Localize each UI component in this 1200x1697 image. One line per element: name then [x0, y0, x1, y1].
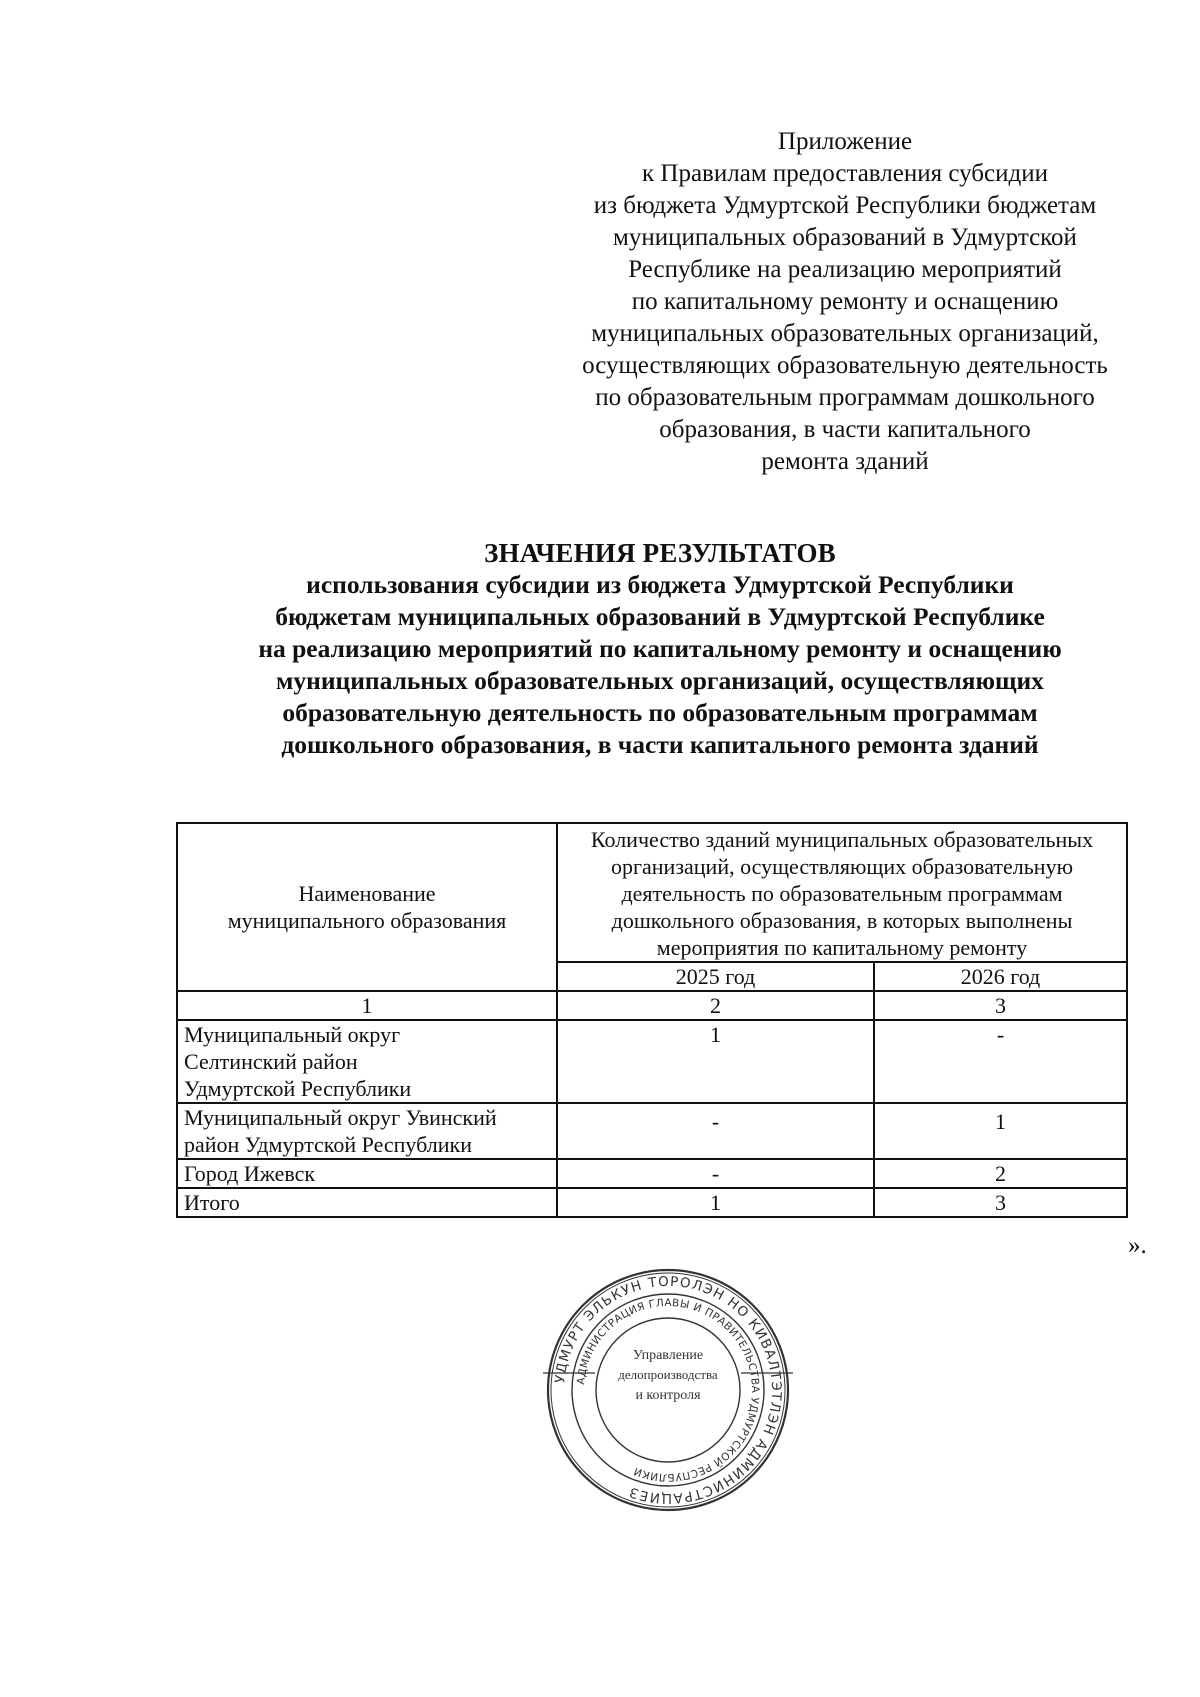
title-main: ЗНАЧЕНИЯ РЕЗУЛЬТАТОВ	[484, 538, 836, 568]
value-2025: -	[557, 1103, 874, 1159]
stamp-center-line: делопроизводства	[618, 1367, 718, 1382]
appendix-line: Республике на реализацию мероприятий	[628, 256, 1062, 283]
value-2025: 1	[557, 1020, 874, 1103]
stamp-center-line: и контроля	[635, 1388, 701, 1403]
column-number: 3	[874, 991, 1127, 1020]
value-2026: 2	[874, 1159, 1127, 1188]
stamp-outer-text: УДМУРТ ЭЛЬКУН ТОРОЛЭН НО КИВАЛТЭТЛЭН АДМИНИСТРАЦИЕЗ	[552, 1273, 785, 1507]
total-2025: 1	[557, 1188, 874, 1217]
appendix-line: к Правилам предоставления субсидии	[642, 160, 1048, 187]
municipality-name: Город Ижевск	[177, 1159, 557, 1188]
table-row	[177, 1159, 1127, 1188]
appendix-line: осуществляющих образовательную деятельность	[582, 352, 1108, 379]
municipality-name: Муниципальный округ Увинский район Удмуртской Республики	[177, 1103, 557, 1159]
official-stamp	[543, 1265, 793, 1515]
table-column-number-row	[177, 991, 1127, 1020]
stamp-center-line: Управление	[632, 1348, 704, 1363]
stamp-inner-text: АДМИНИСТРАЦИЯ ГЛАВЫ И ПРАВИТЕЛЬСТВА УДМУРТСКОЙ РЕСПУБЛИКИ	[575, 1296, 762, 1484]
appendix-line: муниципальных образовательных организаций,	[591, 320, 1099, 347]
document-title	[160, 537, 1160, 761]
total-2026: 3	[874, 1188, 1127, 1217]
value-2025: -	[557, 1159, 874, 1188]
appendix-line: ремонта зданий	[761, 448, 929, 475]
appendix-line: по капитальному ремонту и оснащению	[631, 288, 1059, 315]
appendix-line: Приложение	[777, 128, 913, 155]
column-number: 1	[177, 991, 557, 1020]
header-year-2025: 2025 год	[557, 962, 874, 991]
appendix-line: муниципальных образований в Удмуртской	[613, 224, 1077, 251]
title-line: бюджетам муниципальных образований в Удмуртской Республике	[275, 602, 1045, 631]
header-year-2026: 2026 год	[874, 962, 1127, 991]
results-table	[176, 822, 1128, 1218]
appendix-line: из бюджета Удмуртской Республики бюджетам	[593, 192, 1097, 219]
header-municipality: Наименование муниципального образования	[177, 823, 557, 991]
title-line: дошкольного образования, в части капитального ремонта зданий	[281, 730, 1039, 759]
title-line: муниципальных образовательных организаций, осуществляющих	[276, 666, 1044, 695]
column-number: 2	[557, 991, 874, 1020]
title-line: использования субсидии из бюджета Удмуртской Республики	[306, 570, 1014, 599]
total-label: Итого	[177, 1188, 557, 1217]
table-row	[177, 1103, 1127, 1159]
table-row	[177, 1020, 1127, 1103]
appendix-header	[540, 126, 1150, 478]
title-line: образовательную деятельность по образовательным программам	[282, 698, 1038, 727]
value-2026: -	[874, 1020, 1127, 1103]
header-building-count: Количество зданий муниципальных образовательных организаций, осуществляющих образовательную деятельность по образовательным программам дошкольного образования, в которых выполнены мероприятия по капитальному ремонту	[557, 823, 1127, 962]
municipality-name: Муниципальный округ Селтинский район Удмуртской Республики	[177, 1020, 557, 1103]
table-total-row	[177, 1188, 1127, 1217]
closing-quote: ».	[1128, 1232, 1147, 1259]
appendix-line: по образовательным программам дошкольного	[595, 384, 1095, 411]
value-2026: 1	[874, 1103, 1127, 1159]
table-header-row	[177, 823, 1127, 962]
appendix-line: образования, в части капитального	[659, 416, 1031, 443]
title-line: на реализацию мероприятий по капитальному ремонту и оснащению	[258, 634, 1062, 663]
